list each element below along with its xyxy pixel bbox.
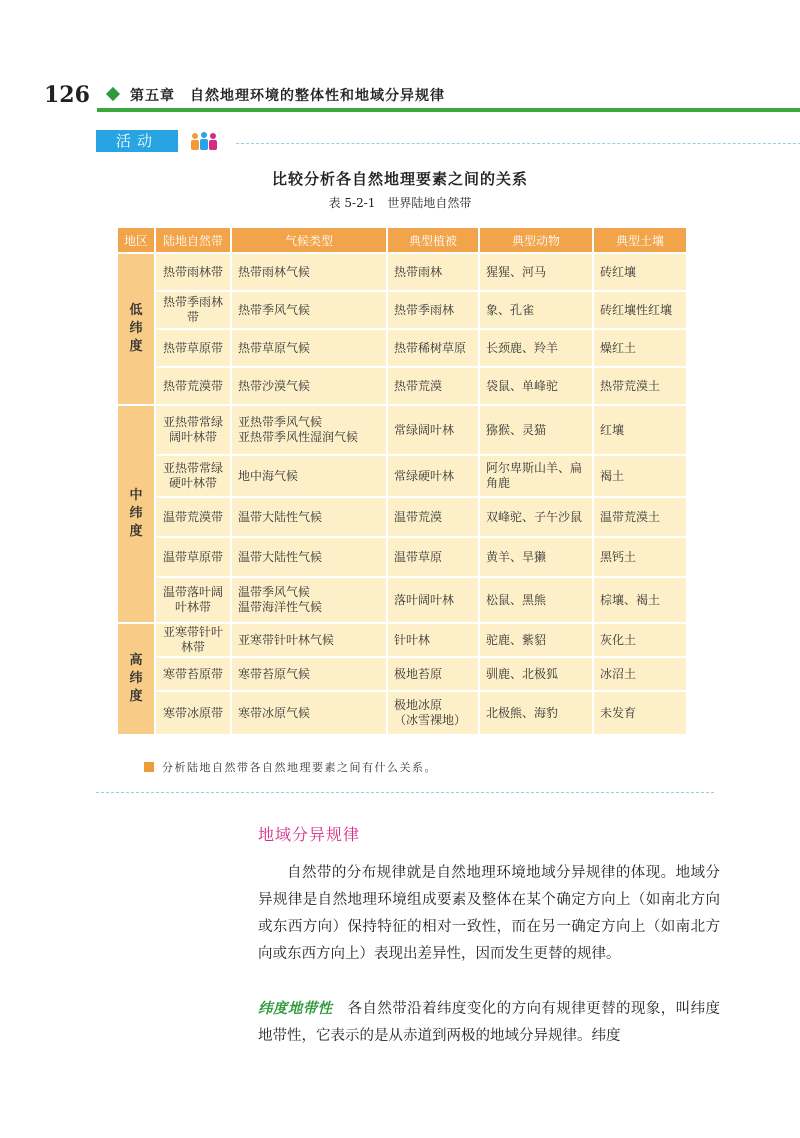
vegetation-cell: 热带季雨林	[387, 291, 479, 329]
chapter-title: 第五章 自然地理环境的整体性和地域分异规律	[130, 88, 445, 104]
paragraph-2	[258, 996, 720, 1050]
term-latitude-zonality: 纬度地带性	[258, 1001, 333, 1017]
region-cell: 低 纬 度	[117, 253, 155, 405]
header-region: 地区	[117, 227, 155, 253]
header-rule	[97, 108, 800, 112]
table-row	[117, 623, 687, 657]
paragraph-2-text: 各自然带沿着纬度变化的方向有规律更替的现象，叫纬度地带性，它表示的是从赤道到两极的地域分异规律。纬度	[258, 1001, 721, 1044]
zone-cell: 热带季雨林带	[155, 291, 231, 329]
soil-cell: 温带荒漠土	[593, 497, 687, 537]
soil-cell: 未发育	[593, 691, 687, 735]
people-group-icon	[188, 130, 220, 152]
climate-cell: 热带雨林气候	[231, 253, 387, 291]
soil-cell: 冰沼土	[593, 657, 687, 691]
table-row	[117, 497, 687, 537]
zone-cell: 温带荒漠带	[155, 497, 231, 537]
natural-zones-table	[116, 226, 688, 736]
table-row	[117, 537, 687, 577]
header-zone: 陆地自然带	[155, 227, 231, 253]
animals-cell: 双峰驼、子午沙鼠	[479, 497, 593, 537]
zone-cell: 亚寒带针叶林带	[155, 623, 231, 657]
table-row	[117, 657, 687, 691]
table-row	[117, 405, 687, 455]
zone-cell: 温带草原带	[155, 537, 231, 577]
region-cell: 中 纬 度	[117, 405, 155, 623]
vegetation-cell: 温带荒漠	[387, 497, 479, 537]
table-row	[117, 253, 687, 291]
paragraph-1: 自然带的分布规律就是自然地理环境地域分异规律的体现。地域分异规律是自然地理环境组成要素及整体在某个确定方向上（如南北方向或东西方向）保持特征的相对一致性，而在另一确定方向上（如南北方向或东西方向上）表现出差异性，因而发生更替的规律。	[258, 865, 720, 962]
climate-cell: 热带草原气候	[231, 329, 387, 367]
diamond-icon	[106, 87, 120, 101]
region-cell: 高 纬 度	[117, 623, 155, 735]
zone-cell: 热带草原带	[155, 329, 231, 367]
climate-cell: 寒带冰原气候	[231, 691, 387, 735]
page-header	[0, 78, 800, 114]
section-divider	[96, 792, 714, 793]
table-header-row	[117, 227, 687, 253]
soil-cell: 热带荒漠土	[593, 367, 687, 405]
table-row	[117, 329, 687, 367]
zone-cell: 寒带苔原带	[155, 657, 231, 691]
climate-cell: 亚寒带针叶林气候	[231, 623, 387, 657]
animals-cell: 北极熊、海豹	[479, 691, 593, 735]
table-caption: 表 5-2-1 世界陆地自然带	[328, 196, 472, 210]
header-vegetation: 典型植被	[387, 227, 479, 253]
climate-cell: 温带大陆性气候	[231, 497, 387, 537]
table-row	[117, 691, 687, 735]
zone-cell: 寒带冰原带	[155, 691, 231, 735]
climate-cell: 亚热带季风气候 亚热带季风性湿润气候	[231, 405, 387, 455]
climate-cell: 寒带苔原气候	[231, 657, 387, 691]
climate-cell: 地中海气候	[231, 455, 387, 497]
header-climate: 气候类型	[231, 227, 387, 253]
animals-cell: 长颈鹿、羚羊	[479, 329, 593, 367]
activity-divider	[236, 143, 800, 144]
zone-cell: 热带荒漠带	[155, 367, 231, 405]
vegetation-cell: 热带稀树草原	[387, 329, 479, 367]
question-square-icon	[144, 762, 154, 772]
animals-cell: 猕猴、灵猫	[479, 405, 593, 455]
animals-cell: 阿尔卑斯山羊、扁角鹿	[479, 455, 593, 497]
vegetation-cell: 热带雨林	[387, 253, 479, 291]
animals-cell: 黄羊、旱獭	[479, 537, 593, 577]
animals-cell: 象、孔雀	[479, 291, 593, 329]
vegetation-cell: 温带草原	[387, 537, 479, 577]
soil-cell: 红壤	[593, 405, 687, 455]
soil-cell: 褐土	[593, 455, 687, 497]
vegetation-cell: 极地苔原	[387, 657, 479, 691]
vegetation-cell: 常绿硬叶林	[387, 455, 479, 497]
climate-cell: 温带大陆性气候	[231, 537, 387, 577]
zone-cell: 温带落叶阔叶林带	[155, 577, 231, 623]
activity-label: 活动	[96, 130, 178, 152]
soil-cell: 黑钙土	[593, 537, 687, 577]
vegetation-cell: 热带荒漠	[387, 367, 479, 405]
table-row	[117, 577, 687, 623]
zone-cell: 亚热带常绿硬叶林带	[155, 455, 231, 497]
activity-title: 比较分析各自然地理要素之间的关系	[271, 170, 528, 188]
animals-cell: 驼鹿、紫貂	[479, 623, 593, 657]
zone-cell: 热带雨林带	[155, 253, 231, 291]
table-row	[117, 455, 687, 497]
soil-cell: 灰化土	[593, 623, 687, 657]
vegetation-cell: 落叶阔叶林	[387, 577, 479, 623]
animals-cell: 猩猩、河马	[479, 253, 593, 291]
vegetation-cell: 针叶林	[387, 623, 479, 657]
soil-cell: 棕壤、褐土	[593, 577, 687, 623]
table-row	[117, 367, 687, 405]
climate-cell: 热带沙漠气候	[231, 367, 387, 405]
header-animals: 典型动物	[479, 227, 593, 253]
activity-question: 分析陆地自然带各自然地理要素之间有什么关系。	[162, 761, 437, 774]
soil-cell: 燥红土	[593, 329, 687, 367]
animals-cell: 松鼠、黑熊	[479, 577, 593, 623]
soil-cell: 砖红壤性红壤	[593, 291, 687, 329]
climate-cell: 热带季风气候	[231, 291, 387, 329]
section-title: 地域分异规律	[258, 825, 361, 844]
animals-cell: 袋鼠、单峰驼	[479, 367, 593, 405]
header-soil: 典型土壤	[593, 227, 687, 253]
zone-cell: 亚热带常绿阔叶林带	[155, 405, 231, 455]
climate-cell: 温带季风气候 温带海洋性气候	[231, 577, 387, 623]
table-row	[117, 291, 687, 329]
vegetation-cell: 极地冰原 （冰雪裸地）	[387, 691, 479, 735]
soil-cell: 砖红壤	[593, 253, 687, 291]
animals-cell: 驯鹿、北极狐	[479, 657, 593, 691]
vegetation-cell: 常绿阔叶林	[387, 405, 479, 455]
page-number: 126	[44, 82, 90, 108]
